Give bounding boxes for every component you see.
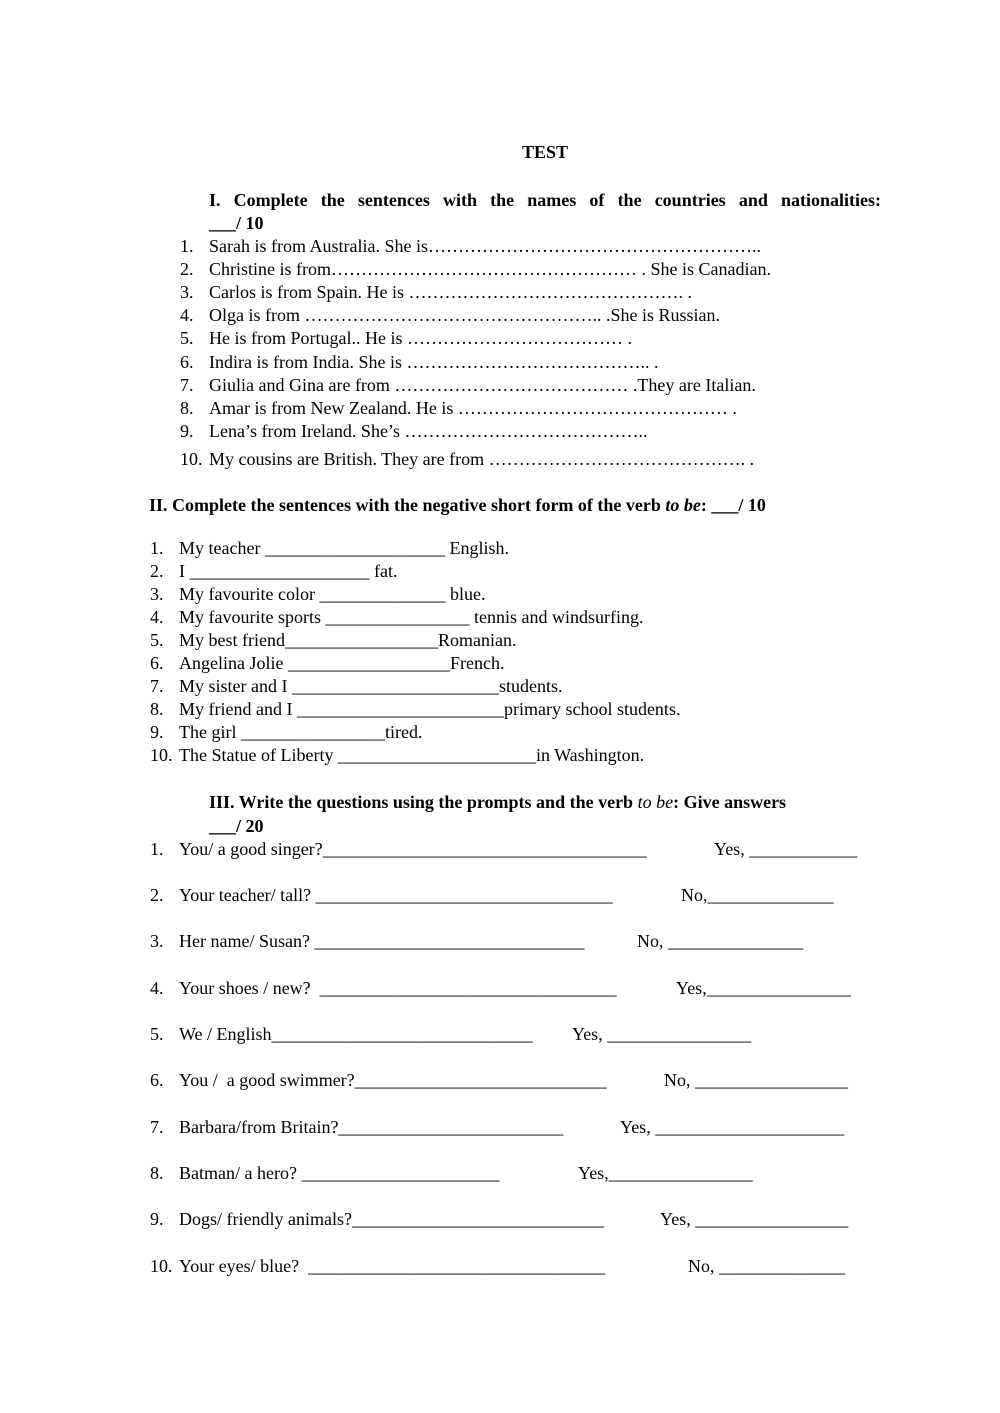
item-number: 4. <box>150 978 164 998</box>
item-number: 1. <box>180 236 194 256</box>
section3-heading-pre: III. Write the questions using the prompts and the verb <box>209 792 638 812</box>
item-number: 9. <box>150 722 164 742</box>
item-text: Amar is from New Zealand. He is ……………………………………… . <box>209 398 737 418</box>
item-number: 5. <box>150 1024 164 1044</box>
question-prompt: We / English_____________________________ <box>179 1024 533 1044</box>
item-number: 7. <box>150 1117 164 1137</box>
item-text: My best friend_________________Romanian. <box>179 630 517 650</box>
question-prompt: You/ a good singer?____________________________________ <box>179 839 647 859</box>
answer-prompt: No, _______________ <box>637 931 803 951</box>
question-prompt: Batman/ a hero? ______________________ <box>179 1163 500 1183</box>
item-number: 9. <box>150 1209 164 1229</box>
item-number: 3. <box>150 584 164 604</box>
item-text: My friend and I _______________________primary school students. <box>179 699 681 719</box>
item-text: My favourite sports ________________ tennis and windsurfing. <box>179 607 644 627</box>
item-number: 7. <box>180 375 194 395</box>
item-text: Olga is from ………………………………………….. .She is Russian. <box>209 305 720 325</box>
section1-score: ___/ 10 <box>209 213 264 233</box>
item-number: 8. <box>180 398 194 418</box>
section2-heading-verb: to be <box>665 495 701 515</box>
section2-heading <box>149 494 766 517</box>
item-text: My sister and I _______________________students. <box>179 676 563 696</box>
answer-prompt: Yes, ________________ <box>572 1024 752 1044</box>
answer-prompt: Yes, ____________ <box>714 839 858 859</box>
item-number: 8. <box>150 699 164 719</box>
item-number: 10. <box>180 449 203 469</box>
item-number: 7. <box>150 676 164 696</box>
item-text: Indira is from India. She is ………………………………….. . <box>209 352 659 372</box>
answer-prompt: Yes,________________ <box>578 1163 753 1183</box>
item-text: Lena’s from Ireland. She’s ………………………………….. <box>209 421 648 441</box>
item-number: 3. <box>180 282 194 302</box>
item-number: 1. <box>150 839 164 859</box>
item-number: 6. <box>150 653 164 673</box>
item-number: 9. <box>180 421 194 441</box>
item-text: My teacher ____________________ English. <box>179 538 509 558</box>
section2-heading-score: : ___/ 10 <box>700 495 766 515</box>
question-prompt: You / a good swimmer?____________________________ <box>179 1070 607 1090</box>
item-number: 5. <box>150 630 164 650</box>
item-text: The Statue of Liberty ______________________in Washington. <box>179 745 645 765</box>
page-title: TEST <box>521 142 569 162</box>
item-text: My cousins are British. They are from ……………………………………. . <box>209 449 755 469</box>
section3-score: ___/ 20 <box>209 816 264 836</box>
question-prompt: Your eyes/ blue? _________________________________ <box>179 1256 606 1276</box>
item-number: 6. <box>180 352 194 372</box>
item-text: I ____________________ fat. <box>179 561 398 581</box>
answer-prompt: No, ______________ <box>688 1256 845 1276</box>
question-prompt: Your shoes / new? _________________________________ <box>179 978 617 998</box>
item-text: Christine is from…………………………………………… . She is Canadian. <box>209 259 771 279</box>
item-text: Giulia and Gina are from ………………………………… .They are Italian. <box>209 375 756 395</box>
section2-heading-text: II. Complete the sentences with the negative short form of the verb <box>149 495 666 515</box>
item-text: Angelina Jolie __________________French. <box>179 653 505 673</box>
question-prompt: Her name/ Susan? ______________________________ <box>179 931 585 951</box>
answer-prompt: Yes,________________ <box>676 978 851 998</box>
answer-prompt: Yes, _____________________ <box>620 1117 845 1137</box>
question-prompt: Your teacher/ tall? _________________________________ <box>179 885 613 905</box>
answer-prompt: No,______________ <box>681 885 834 905</box>
item-number: 3. <box>150 931 164 951</box>
item-number: 4. <box>180 305 194 325</box>
item-number: 4. <box>150 607 164 627</box>
section1-heading: I. Complete the sentences with the names of the countries and nationalities: <box>209 190 881 210</box>
item-number: 6. <box>150 1070 164 1090</box>
answer-prompt: No, _________________ <box>664 1070 848 1090</box>
item-number: 2. <box>180 259 194 279</box>
question-prompt: Barbara/from Britain?_________________________ <box>179 1117 564 1137</box>
item-text: The girl ________________tired. <box>179 722 423 742</box>
section3-heading-verb: to be <box>637 792 674 812</box>
item-number: 2. <box>150 561 164 581</box>
item-text: Carlos is from Spain. He is ………………………………………. . <box>209 282 692 302</box>
section3-heading-text <box>209 791 786 814</box>
item-number: 10. <box>150 745 173 765</box>
item-number: 5. <box>180 328 194 348</box>
item-number: 8. <box>150 1163 164 1183</box>
item-text: He is from Portugal.. He is ……………………………… . <box>209 328 632 348</box>
item-text: Sarah is from Australia. She is……………………………………………….. <box>209 236 761 256</box>
item-text: My favourite color ______________ blue. <box>179 584 486 604</box>
item-number: 10. <box>150 1256 173 1276</box>
section3-heading-post: : Give answers <box>673 792 787 812</box>
question-prompt: Dogs/ friendly animals?____________________________ <box>179 1209 604 1229</box>
section3-heading <box>209 791 881 814</box>
item-number: 1. <box>150 538 164 558</box>
item-number: 2. <box>150 885 164 905</box>
answer-prompt: Yes, _________________ <box>660 1209 849 1229</box>
